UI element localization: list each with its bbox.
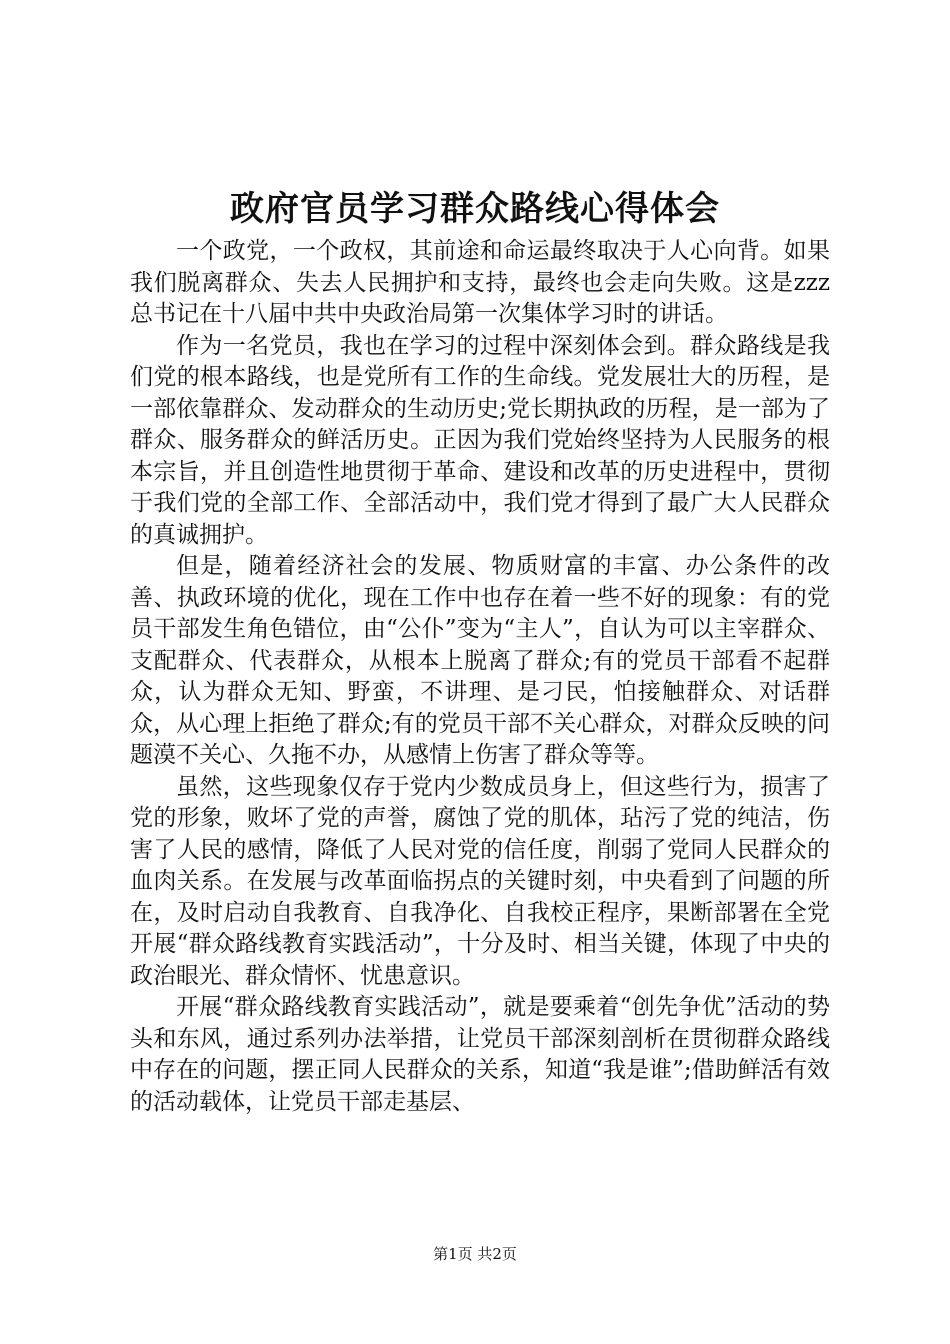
document-body (130, 236, 830, 1118)
paragraph-3: 但是，随着经济社会的发展、物质财富的丰富、办公条件的改善、执政环境的优化，现在工作中也存在着一些不好的现象：有的党员干部发生角色错位，由“公仆”变为“主人”，自认为可以主宰群众、支配群众、代表群众，从根本上脱离了群众;有的党员干部看不起群众，认为群众无知、野蛮，不讲理、是刁民，怕接触群众、对话群众，从心理上拒绝了群众;有的党员干部不关心群众，对群众反映的问题漠不关心、久拖不办，从感情上伤害了群众等等。 (130, 553, 830, 768)
document-title: 政府官员学习群众路线心得体会 (230, 189, 720, 229)
paragraph-5: 开展“群众路线教育实践活动”，就是要乘着“创先争优”活动的势头和东风，通过系列办法举措，让党员干部深刻剖析在贯彻群众路线中存在的问题，摆正同人民群众的关系，知道“我是谁”;借助鲜活有效的活动载体，让党员干部走基层、 (130, 994, 830, 1115)
page-number-footer: 第1页 共2页 (433, 1245, 517, 1263)
paragraph-1: 一个政党，一个政权，其前途和命运最终取决于人心向背。如果我们脱离群众、失去人民拥护和支持，最终也会走向失败。这是zzz总书记在十八届中共中央政治局第一次集体学习时的讲话。 (130, 238, 830, 327)
paragraph-4: 虽然，这些现象仅存于党内少数成员身上，但这些行为，损害了党的形象，败坏了党的声誉，腐蚀了党的肌体，玷污了党的纯洁，伤害了人民的感情，降低了人民对党的信任度，削弱了党同人民群众的血肉关系。在发展与改革面临拐点的关键时刻，中央看到了问题的所在，及时启动自我教育、自我净化、自我校正程序，果断部署在全党开展“群众路线教育实践活动”，十分及时、相当关键，体现了中央的政治眼光、群众情怀、忧患意识。 (130, 773, 830, 989)
paragraph-2: 作为一名党员，我也在学习的过程中深刻体会到。群众路线是我们党的根本路线，也是党所有工作的生命线。党发展壮大的历程，是一部依靠群众、发动群众的生动历史;党长期执政的历程，是一部为了群众、服务群众的鲜活历史。正因为我们党始终坚持为人民服务的根本宗旨，并且创造性地贯彻于革命、建设和改革的历史进程中，贯彻于我们党的全部工作、全部活动中，我们党才得到了最广大人民群众的真诚拥护。 (130, 332, 830, 548)
